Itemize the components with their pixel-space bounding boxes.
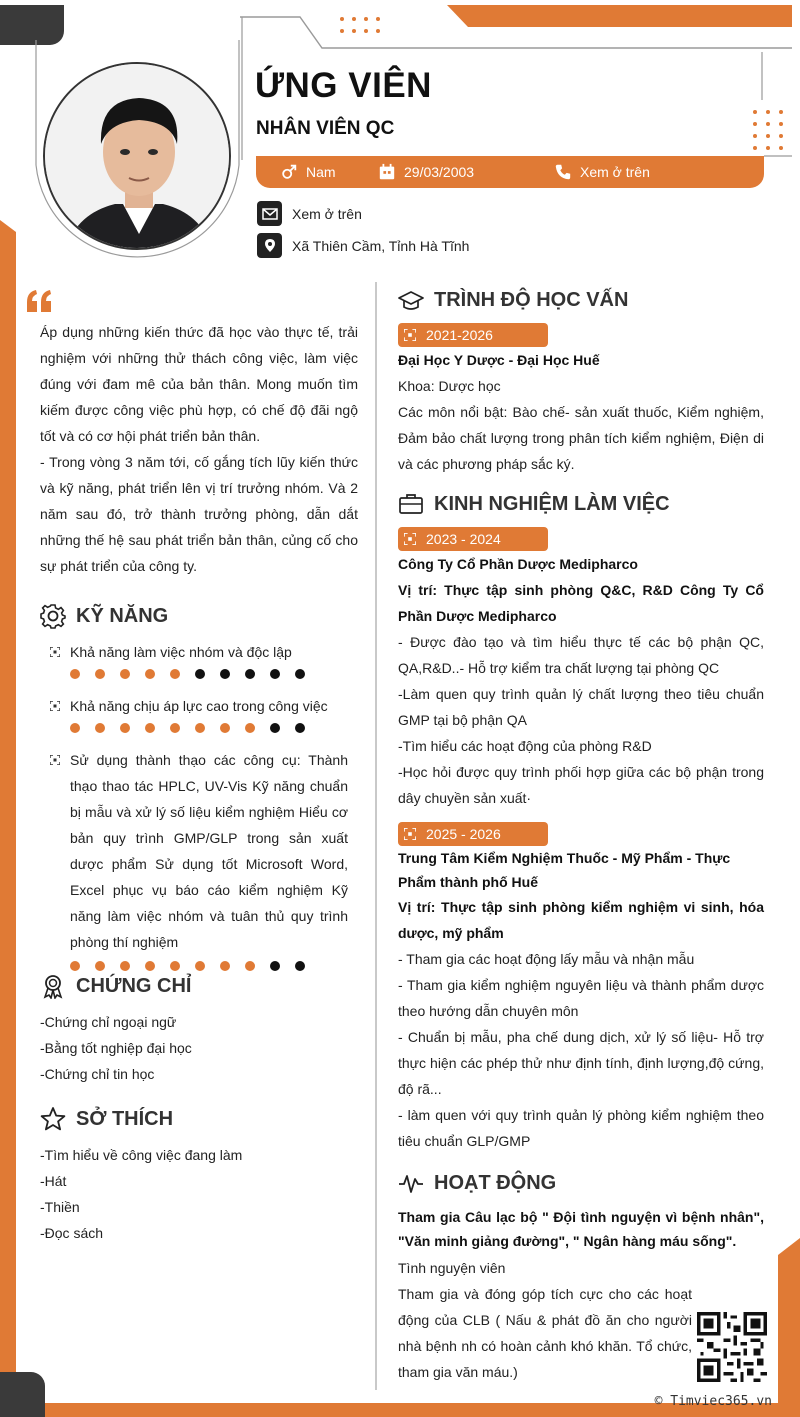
phone-icon: [554, 163, 572, 181]
candidate-position: NHÂN VIÊN QC: [256, 118, 395, 139]
certificates-list: [40, 1009, 358, 1087]
job-line: - Tham gia kiểm nghiệm nguyên liệu và thành phẩm dược theo hướng dẫn chuyên môn: [398, 977, 764, 1019]
birthdate-field: [378, 163, 474, 181]
list-item: -Chứng chỉ tin học: [40, 1066, 155, 1082]
focus-bullet-icon: [404, 329, 416, 341]
skills-heading: [40, 603, 168, 629]
experience-title: KINH NGHIỆM LÀM VIỆC: [434, 492, 670, 515]
rating-dot: [145, 961, 155, 971]
job-line: - làm quen với quy trình quản lý phòng kiểm nghiệm theo tiêu chuẩn GLP/GMP: [398, 1107, 764, 1149]
objective-paragraph-2: - Trong vòng 3 năm tới, cố gắng tích lũy kiến thức và kỹ năng, phát triển lên vị trí trưởng nhóm. Và 2 năm sau đó, trở thành trưởng phòng, dẫn dắt những thế hệ sau phát triển bản thân, củng cố cho sự phát triển của công ty.: [40, 454, 358, 574]
skill-rating: [70, 961, 358, 971]
hobbies-list: [40, 1142, 358, 1246]
major-text: Khoa: Dược học: [398, 378, 501, 394]
phone-field: [554, 163, 650, 181]
info-bar: [256, 156, 764, 188]
pulse-icon: [398, 1170, 424, 1196]
rating-dot: [120, 961, 130, 971]
rating-dot: [195, 669, 205, 679]
award-icon: [40, 973, 66, 999]
star-icon: [40, 1106, 66, 1132]
rating-dot: [70, 961, 80, 971]
job-period: 2025 - 2026: [426, 826, 501, 842]
hobbies-heading: [40, 1106, 173, 1132]
date-tag: [398, 822, 548, 846]
avatar: [43, 62, 231, 250]
rating-dot: [120, 669, 130, 679]
date-tag: [398, 323, 548, 347]
left-orange-band: [0, 232, 16, 1392]
rating-dot: [195, 723, 205, 733]
certificates-heading: [40, 973, 191, 999]
qr-code-icon: [697, 1312, 767, 1382]
corner-block-bottom-left: [0, 1372, 45, 1417]
candidate-name: ỨNG VIÊN: [255, 66, 432, 105]
quote-icon: [25, 290, 53, 312]
rating-dot: [145, 723, 155, 733]
rating-dot: [220, 723, 230, 733]
date-tag: [398, 527, 548, 551]
list-item: -Tìm hiểu về công việc đang làm: [40, 1147, 243, 1163]
list-item: -Thiền: [40, 1199, 80, 1215]
rating-dot: [245, 669, 255, 679]
hobbies-title: SỞ THÍCH: [76, 1107, 174, 1130]
skill-name: Sử dụng thành thạo các công cụ: Thành thạo thao tác HPLC, UV-Vis Kỹ năng chuẩn bị mẫu và xử lý số liệu kiểm nghiệm Hiểu cơ bản quy trình GMP/GLP trong sản xuất dược phẩm Sử dụng tốt Microsoft Word, Excel phục vụ báo cáo kiểm nghiệm Kỹ năng làm việc nhóm và tuân thủ quy trình phòng thí nghiệm: [70, 752, 348, 950]
education-entry: [398, 323, 764, 477]
graduation-cap-icon: [398, 287, 424, 313]
rating-dot: [95, 961, 105, 971]
rating-dot: [270, 723, 280, 733]
job-entry: [398, 822, 764, 1154]
rating-dot: [295, 961, 305, 971]
skill-rating: [70, 669, 358, 679]
rating-dot: [95, 669, 105, 679]
right-band-notch: [778, 1238, 800, 1255]
list-item: -Hát: [40, 1173, 67, 1189]
skills-title: KỸ NĂNG: [76, 604, 169, 627]
job-role: Vị trí: Thực tập sinh phòng Q&C, R&D Công Ty Cổ Phần Dược Medipharco: [398, 582, 764, 624]
activity-headline: Tham gia Câu lạc bộ " Đội tình nguyện vì bệnh nhân", "Văn minh giảng đường", " Ngân hàng máu sống".: [398, 1209, 764, 1249]
focus-bullet-icon: [50, 647, 60, 657]
rating-dot: [170, 669, 180, 679]
experience-heading: [398, 491, 670, 517]
gender-field: [280, 163, 336, 181]
skill-rating: [70, 723, 358, 733]
rating-dot: [70, 723, 80, 733]
rating-dot: [220, 961, 230, 971]
column-divider: [375, 282, 377, 1390]
skills-list: [40, 639, 358, 971]
activity-detail: Tham gia và đóng góp tích cực cho các hoạt động của CLB ( Nấu & phát đồ ăn cho người nhà bệnh nh có hoàn cảnh khó khăn. Tổ chức, tham gia văn máu.): [398, 1286, 692, 1380]
school-name: Đại Học Y Dược - Đại Học Huế: [398, 352, 600, 368]
rating-dot: [145, 669, 155, 679]
focus-bullet-icon: [404, 828, 416, 840]
focus-bullet-icon: [50, 701, 60, 711]
rating-dot: [120, 723, 130, 733]
rating-dot: [170, 723, 180, 733]
focus-bullet-icon: [404, 533, 416, 545]
job-line: -Học hỏi được quy trình phối hợp giữa các bộ phận trong dây chuyền sản xuất·: [398, 764, 764, 806]
calendar-icon: [378, 163, 396, 181]
rating-dot: [295, 723, 305, 733]
rating-dot: [245, 961, 255, 971]
email-icon: [257, 201, 282, 226]
skill-name: Khả năng chịu áp lực cao trong công việc: [70, 698, 328, 714]
objective-paragraph-1: Áp dụng những kiến thức đã học vào thực tế, trải nghiệm với những thử thách công việc, làm việc đúng với đam mê của bản thân. Mong muốn tìm kiếm được công việc phù hợp, có chế độ đãi ngộ tốt và có cơ hội phát triển bản thân.: [40, 324, 358, 444]
activities-heading: [398, 1170, 556, 1196]
skill-name: Khả năng làm việc nhóm và độc lập: [70, 644, 292, 660]
education-detail: Các môn nổi bật: Bào chế- sản xuất thuốc, Kiểm nghiệm, Đảm bảo chất lượng trong phân tích kiểm nghiệm, Điện di và các phương pháp sắc ký.: [398, 404, 764, 472]
company-name: Công Ty Cổ Phần Dược Medipharco: [398, 556, 638, 572]
skill-item: [40, 639, 358, 679]
left-band-notch: [0, 220, 16, 232]
rating-dot: [70, 669, 80, 679]
skill-item: [40, 693, 358, 733]
rating-dot: [95, 723, 105, 733]
list-item: -Đọc sách: [40, 1225, 104, 1241]
skill-item: [40, 747, 358, 971]
briefcase-icon: [398, 491, 424, 517]
location-icon: [257, 233, 282, 258]
email-row: [257, 201, 362, 226]
job-line: - Được đào tạo và tìm hiểu thực tế các bộ phận QC, QA,R&D..- Hỗ trợ kiểm tra chất lượng tại phòng QC: [398, 634, 764, 676]
gender-icon: [280, 163, 298, 181]
job-period: 2023 - 2024: [426, 531, 501, 547]
focus-bullet-icon: [50, 755, 60, 765]
rating-dot: [270, 669, 280, 679]
address-row: [257, 233, 469, 258]
objective-section: [40, 319, 358, 579]
list-item: -Bằng tốt nghiệp đại học: [40, 1040, 192, 1056]
job-line: -Tìm hiểu các hoạt động của phòng R&D: [398, 738, 652, 754]
list-item: -Chứng chỉ ngoại ngữ: [40, 1014, 177, 1030]
education-title: TRÌNH ĐỘ HỌC VẤN: [434, 288, 629, 311]
job-role: Vị trí: Thực tập sinh phòng kiểm nghiệm vi sinh, hóa dược, mỹ phẩm: [398, 899, 764, 941]
birthdate-value: 29/03/2003: [404, 164, 475, 180]
right-orange-band: [778, 1255, 800, 1403]
job-line: - Tham gia các hoạt động lấy mẫu và nhận mẫu: [398, 951, 695, 967]
rating-dot: [170, 961, 180, 971]
rating-dot: [270, 961, 280, 971]
company-name: Trung Tâm Kiểm Nghiệm Thuốc - Mỹ Phẩm - Thực Phẩm thành phố Huế: [398, 850, 731, 890]
job-line: - Chuẩn bị mẫu, pha chế dung dịch, xử lý số liệu- Hỗ trợ thực hiện các phép thử như định tính, định lượng,độ cứng, độ rã...: [398, 1029, 764, 1097]
rating-dot: [220, 669, 230, 679]
address-value: Xã Thiên Cầm, Tỉnh Hà Tĩnh: [292, 237, 470, 254]
gear-icon: [40, 603, 66, 629]
person-photo-icon: [45, 64, 231, 250]
job-line: -Làm quen quy trình quản lý chất lượng theo tiêu chuẩn GMP tại bộ phận QA: [398, 686, 764, 728]
phone-value: Xem ở trên: [580, 164, 650, 180]
rating-dot: [195, 961, 205, 971]
education-period: 2021-2026: [426, 327, 493, 343]
rating-dot: [295, 669, 305, 679]
certificates-title: CHỨNG CHỈ: [76, 974, 192, 997]
corner-block-top-left: [0, 5, 64, 45]
gender-value: Nam: [306, 164, 336, 180]
watermark: © Timviec365.vn: [654, 1394, 772, 1409]
rating-dot: [245, 723, 255, 733]
email-value: Xem ở trên: [292, 205, 362, 222]
education-heading: [398, 287, 628, 313]
activities-title: HOẠT ĐỘNG: [434, 1171, 557, 1194]
job-entry: [398, 527, 764, 811]
activity-role: Tình nguyện viên: [398, 1260, 506, 1276]
